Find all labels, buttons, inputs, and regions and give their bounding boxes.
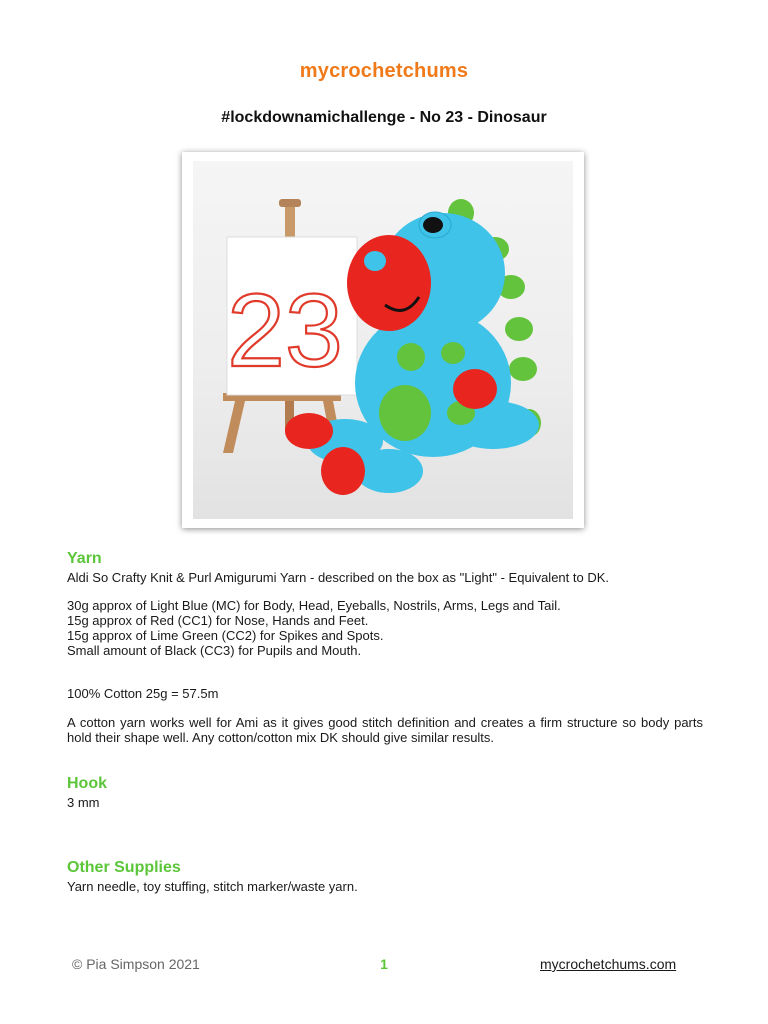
canvas-number: 23 [227,273,343,389]
page-number: 1 [380,956,388,972]
yarn-composition: 100% Cotton 25g = 57.5m [67,686,219,701]
hook-size: 3 mm [67,795,100,810]
yarn-note: A cotton yarn works well for Ami as it gives good stitch definition and creates a firm structure so body parts hold their shape well. Any cotton/cotton mix DK should give similar results. [67,715,703,745]
yarn-description: Aldi So Crafty Knit & Purl Amigurumi Yarn - described on the box as "Light" - Equivalent to DK. [67,570,610,585]
website-link[interactable]: mycrochetchums.com [540,956,677,972]
yarn-item: 15g approx of Red (CC1) for Nose, Hands and Feet. [67,613,369,628]
brand-logo-text: mycrochetchums [299,60,469,82]
other-supplies-text: Yarn needle, toy stuffing, stitch marker/waste yarn. [67,879,358,894]
other-supplies-heading: Other Supplies [67,859,181,876]
yarn-item: 15g approx of Lime Green (CC2) for Spikes and Spots. [67,628,384,643]
dinosaur-photo [193,161,573,519]
yarn-heading: Yarn [67,550,102,567]
copyright: © Pia Simpson 2021 [72,956,200,972]
yarn-items-list [67,598,703,658]
dinosaur-photo-frame [182,152,584,528]
hook-heading: Hook [67,775,107,792]
yarn-item: Small amount of Black (CC3) for Pupils and Mouth. [67,643,362,658]
yarn-item: 30g approx of Light Blue (MC) for Body, Head, Eyeballs, Nostrils, Arms, Legs and Tail. [67,598,561,613]
page-title: #lockdownamichallenge - No 23 - Dinosaur [221,109,547,126]
